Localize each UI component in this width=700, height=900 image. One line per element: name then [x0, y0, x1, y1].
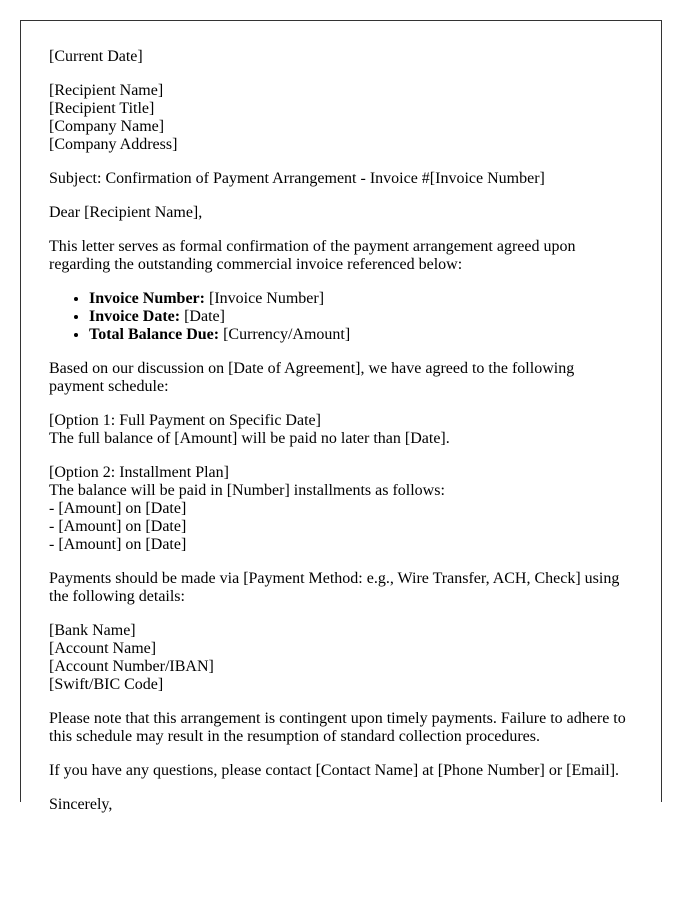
- invoice-number-item: [89, 290, 633, 308]
- contact-paragraph: If you have any questions, please contact [Contact Name] at [Phone Number] or [Email].: [49, 762, 620, 779]
- total-balance-label: Total Balance Due:: [89, 326, 220, 343]
- total-balance-value: [Currency/Amount]: [219, 326, 351, 343]
- letter-body: [21, 21, 661, 814]
- total-balance-item: [89, 326, 633, 344]
- schedule-intro: Based on our discussion on [Date of Agreement], we have agreed to the following payment schedule:: [49, 360, 575, 395]
- contingency-note: Please note that this arrangement is contingent upon timely payments. Failure to adhere to this schedule may result in the resumption of standard collection procedures.: [49, 710, 626, 745]
- option-1-text: The full balance of [Amount] will be paid no later than [Date].: [49, 430, 450, 447]
- invoice-date-value: [Date]: [180, 308, 225, 325]
- intro-paragraph: This letter serves as formal confirmation of the payment arrangement agreed upon regarding the outstanding commercial invoice referenced below:: [49, 238, 576, 273]
- account-number: [Account Number/IBAN]: [49, 658, 214, 675]
- option-1-heading: [Option 1: Full Payment on Specific Date]: [49, 412, 321, 429]
- installment-line: - [Amount] on [Date]: [49, 500, 187, 517]
- option-1-block: [49, 412, 633, 448]
- installment-line: - [Amount] on [Date]: [49, 536, 187, 553]
- option-2-text: The balance will be paid in [Number] installments as follows:: [49, 482, 445, 499]
- invoice-number-value: [Invoice Number]: [204, 290, 325, 307]
- invoice-number-label: Invoice Number:: [89, 290, 205, 307]
- recipient-title: [Recipient Title]: [49, 100, 155, 117]
- bank-details-block: [49, 622, 633, 694]
- option-2-heading: [Option 2: Installment Plan]: [49, 464, 229, 481]
- recipient-block: [49, 82, 633, 154]
- invoice-date-label: Invoice Date:: [89, 308, 181, 325]
- salutation: Dear [Recipient Name],: [49, 204, 203, 221]
- account-name: [Account Name]: [49, 640, 157, 657]
- recipient-address: [Company Address]: [49, 136, 178, 153]
- subject-line: Subject: Confirmation of Payment Arrangement - Invoice #[Invoice Number]: [49, 170, 545, 187]
- letter-date: [Current Date]: [49, 48, 143, 65]
- bank-name: [Bank Name]: [49, 622, 136, 639]
- letter-page: [20, 20, 662, 813]
- invoice-details-list: [49, 290, 633, 344]
- option-2-block: [49, 464, 633, 554]
- recipient-name: [Recipient Name]: [49, 82, 164, 99]
- invoice-date-item: [89, 308, 633, 326]
- closing: Sincerely,: [49, 796, 113, 813]
- recipient-company: [Company Name]: [49, 118, 165, 135]
- installment-line: - [Amount] on [Date]: [49, 518, 187, 535]
- swift-code: [Swift/BIC Code]: [49, 676, 164, 693]
- payment-method-paragraph: Payments should be made via [Payment Method: e.g., Wire Transfer, ACH, Check] using the following details:: [49, 570, 620, 605]
